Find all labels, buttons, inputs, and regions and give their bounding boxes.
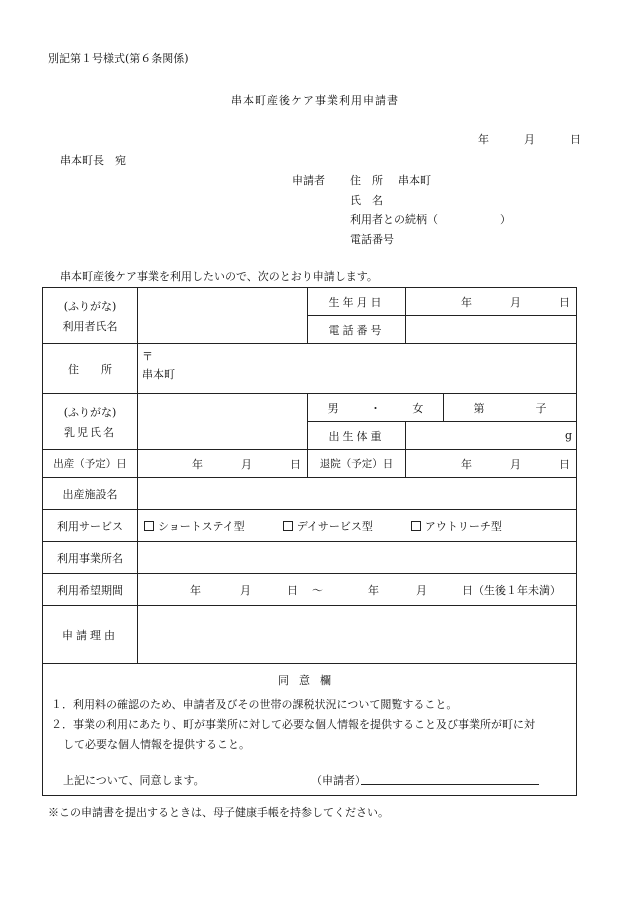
- birth-weight-unit: g: [564, 429, 572, 442]
- facility-label: 出産施設名: [43, 478, 138, 510]
- service-option-outreach[interactable]: アウトリーチ型: [411, 518, 502, 534]
- application-table: [42, 287, 577, 796]
- period-start-year: 年: [190, 583, 201, 597]
- user-name-field[interactable]: [138, 288, 308, 344]
- birth-date-label: 出産（予定）日: [43, 450, 138, 478]
- sex-field[interactable]: [308, 394, 444, 422]
- period-end-year: 年: [368, 583, 379, 597]
- user-name-furigana-label: (ふりがな): [63, 299, 117, 313]
- consent-agree-text: 上記について、同意します。: [63, 774, 205, 787]
- applicant-relation-close: ）: [500, 213, 511, 226]
- period-end-note: 日（生後１年未満）: [462, 583, 561, 597]
- provider-field[interactable]: [138, 542, 577, 574]
- address-field[interactable]: [138, 344, 577, 394]
- user-phone-label: 電話番号: [308, 316, 406, 344]
- reason-label: 申請理由: [43, 606, 138, 664]
- consent-signature-line[interactable]: [361, 772, 539, 785]
- birthdate-month: 月: [510, 295, 521, 309]
- discharge-date-label: 退院（予定）日: [308, 450, 406, 478]
- sex-female: 女: [412, 401, 424, 415]
- birth-weight-label: 出生体重: [308, 422, 406, 450]
- birthdate-field[interactable]: [406, 288, 577, 316]
- discharge-date-year: 年: [461, 457, 472, 471]
- footnote: ※この申請書を提出するときは、母子健康手帳を持参してください。: [48, 806, 389, 819]
- period-start-month: 月: [240, 583, 251, 597]
- period-label: 利用希望期間: [43, 574, 138, 606]
- infant-name-label-cell: [43, 394, 138, 450]
- birthdate-label: 生年月日: [308, 288, 406, 316]
- birth-date-month: 月: [241, 457, 252, 471]
- form-number: 別記第１号様式(第６条関係): [48, 52, 189, 65]
- consent-applicant-label: （申請者）: [311, 774, 366, 787]
- checkbox-icon[interactable]: [283, 521, 293, 531]
- address-value: 串本町: [142, 368, 175, 381]
- discharge-date-month: 月: [510, 457, 521, 471]
- sex-male: 男: [327, 401, 339, 415]
- facility-field[interactable]: [138, 478, 577, 510]
- birth-date-field[interactable]: [138, 450, 308, 478]
- service-option-day-service[interactable]: デイサービス型: [283, 518, 373, 534]
- user-name-label: 利用者氏名: [62, 319, 118, 333]
- consent-section: [43, 664, 577, 796]
- discharge-date-field[interactable]: [406, 450, 577, 478]
- applicant-phone-label: 電話番号: [350, 233, 394, 246]
- postal-mark: 〒: [142, 350, 153, 363]
- service-option-short-stay[interactable]: ショートステイ型: [144, 518, 245, 534]
- applicant-relation-label: 利用者との続柄（: [350, 213, 438, 226]
- date-year: 年: [478, 133, 489, 146]
- reason-field[interactable]: [138, 606, 577, 664]
- birth-date-day: 日: [290, 457, 301, 471]
- discharge-date-day: 日: [559, 457, 570, 471]
- applicant-label: 申請者: [292, 174, 325, 187]
- consent-item-2a: ２．事業の利用にあたり、町が事業所に対して必要な個人情報を提供すること及び事業所が町に対: [51, 718, 535, 731]
- form-title: 串本町産後ケア事業利用申請書: [231, 94, 399, 107]
- infant-name-field[interactable]: [138, 394, 308, 450]
- period-tilde: ～: [312, 583, 323, 597]
- applicant-address-value: 串本町: [398, 174, 431, 187]
- period-field[interactable]: [138, 574, 577, 606]
- checkbox-icon[interactable]: [144, 521, 154, 531]
- user-phone-field[interactable]: [406, 316, 577, 344]
- consent-title: 同意欄: [278, 674, 341, 687]
- birth-date-year: 年: [192, 457, 203, 471]
- service-options: [138, 510, 577, 542]
- consent-item-2b: して必要な個人情報を提供すること。: [63, 738, 250, 751]
- infant-name-label: 乳児氏名: [64, 425, 116, 439]
- infant-furigana-label: (ふりがな): [63, 405, 117, 419]
- birth-order-child: 子: [535, 401, 547, 415]
- birthdate-year: 年: [461, 295, 472, 309]
- checkbox-icon[interactable]: [411, 521, 421, 531]
- date-day: 日: [570, 133, 581, 146]
- applicant-name-label: 氏 名: [350, 194, 383, 207]
- period-end-month: 月: [416, 583, 427, 597]
- user-name-label-cell: [43, 288, 138, 344]
- applicant-address-label: 住 所: [350, 174, 383, 187]
- provider-label: 利用事業所名: [43, 542, 138, 574]
- period-start-day: 日: [287, 583, 298, 597]
- intro-text: 串本町産後ケア事業を利用したいので、次のとおり申請します。: [60, 270, 378, 283]
- birth-weight-field[interactable]: [406, 422, 577, 450]
- addressee: 串本町長 宛: [60, 154, 126, 167]
- sex-dot: ・: [369, 401, 381, 415]
- consent-item-1: １．利用料の確認のため、申請者及びその世帯の課税状況について閲覧すること。: [51, 698, 458, 711]
- service-label: 利用サービス: [43, 510, 138, 542]
- birth-order-field[interactable]: [444, 394, 577, 422]
- date-month: 月: [524, 133, 535, 146]
- birthdate-day: 日: [559, 295, 570, 309]
- birth-order-label: 第: [473, 401, 485, 415]
- address-label: 住 所: [43, 344, 138, 394]
